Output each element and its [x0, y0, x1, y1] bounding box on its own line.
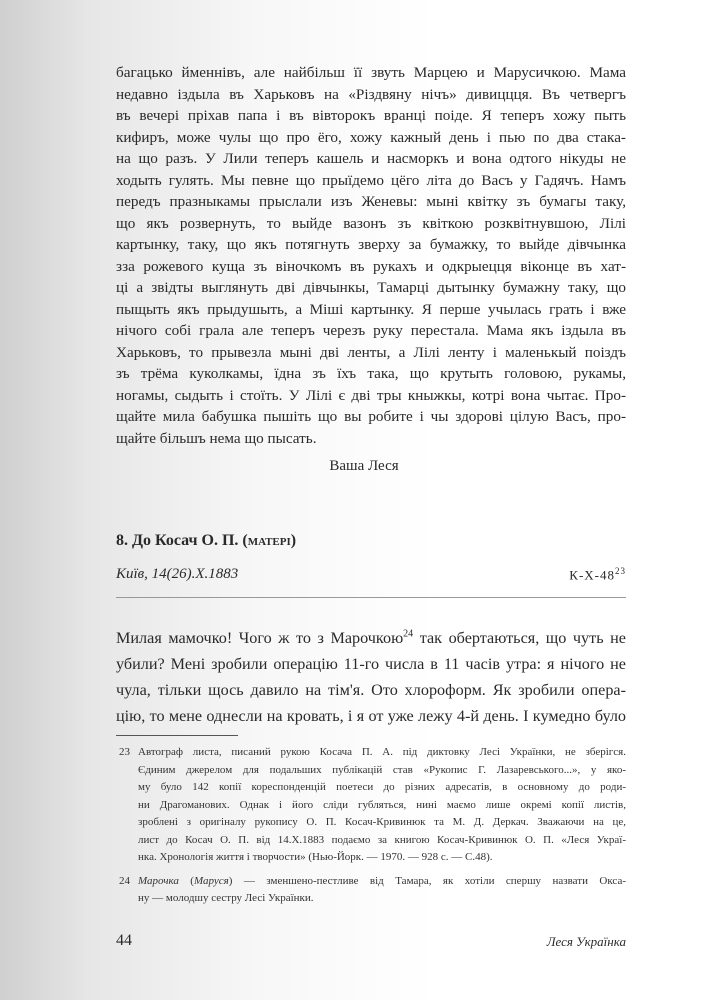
text-line: чула, тільки щось давило на тім'я. Ото хлороформ. Як зробили опера- [116, 681, 626, 699]
text-line: въ вечері пріхав папа і въ вівторокъ вранці поіде. Я теперъ хожу пыть [116, 107, 626, 124]
text-line: убили? Мені зробили операцію 11-го числа в 11 часів утра: я нічого не [116, 655, 626, 673]
text-line: багацько йменнівъ, але найбільш її звуть Марцею и Марусичкою. Мама [116, 64, 626, 81]
archive-code-text: К-Х-48 [569, 567, 615, 583]
heading-rule [116, 597, 626, 598]
footnote-line: нка. Хронологія життя і творчости» (Нью-Йорк. — 1970. — 928 с. — С.48). [138, 851, 493, 863]
footnote-term: Марочка [138, 874, 179, 887]
text-line: ногамы, сыдыть і стоїть. У Лілі є дві тры кныжкы, котрі вона чытає. Про- [116, 386, 626, 404]
text: Милая мамочко! Чого ж то з Марочкою [116, 629, 404, 647]
letter-8-line [116, 625, 626, 651]
footnote-number: 23 [119, 746, 130, 758]
text-line: щайте мила бабушка пышіть що вы робите і чы здорові цілую Васъ, про- [116, 408, 626, 425]
footnote-line: ну — молодшу сестру Лесі Українки. [138, 892, 314, 904]
footnote-number: 24 [119, 874, 130, 887]
text-line: ці а звідты выглянуть дві дівчынкы, Тамарці дытынку бумажну таку, що [116, 279, 626, 296]
footnote-rule [116, 735, 238, 736]
text-line: що якъ розвернуть, то выйде вазонъ зъ квіткою розквітнувшою, Лілі [116, 214, 626, 232]
text-line: на що разъ. У Лили теперъ кашель и насморкъ и вона одтого нікуды не [116, 150, 626, 167]
footnote-ref-23[interactable]: 23 [615, 566, 626, 576]
page-number: 44 [116, 932, 132, 949]
footnote-line: зроблені з оригіналу рукопису О. П. Косач-Кривинюк та М. Д. Деркач. Зважаючи на це, [138, 816, 626, 828]
text-line: пыщыть якъ прыдушыть, а Міші картынку. Я перше учылась грать і вже [116, 300, 626, 318]
signature: Ваша Леся [329, 458, 399, 474]
letter-date: Київ, 14(26).X.1883 [116, 566, 239, 582]
footnote-line: Марочка (Маруся) — зменшено-пестливе від Тамара, як хотіли спершу назвати Окса- [138, 874, 626, 887]
running-head: Леся Українка [546, 934, 626, 949]
text: так обертаються, що чуть не [413, 629, 626, 647]
text-line: зъ трёма куколкамы, їдна зъ їхъ така, що крутыть головою, рукамы, [116, 365, 626, 382]
footnote-line: Єдиним джерелом для подальших публікацій став «Рукопис Г. Лазаревського...», у яко- [138, 763, 626, 776]
text-line: зза рожевого куща зъ віночкомъ въ рукахъ и одкрыецця віконце въ хат- [116, 257, 626, 275]
text-line: ходыть гулять. Мы певне що прыїдемо цёго літа до Васъ у Гадячъ. Намъ [116, 171, 626, 189]
text-line: цію, то мене однесли на кровать, і я от уже лежу 4-й день. І кумедно було [116, 707, 626, 725]
text-line: картынку, таку, що якъ потягнуть зверху за бумажку, то выйде дівчынка [116, 236, 626, 253]
letter-title: 8. До Косач О. П. [116, 532, 239, 549]
text: — зменшено-пестливе від Тамара, як хотіли спершу назвати Окса- [232, 874, 626, 887]
text-line: кифиръ, може чулы що про ёго, хожу кажный день і пью по два стака- [116, 128, 626, 146]
footnote-term-alt: Маруся [193, 874, 229, 887]
footnote-line: му було 142 копії кореспонденцій поетеси до різних адресатів, в основному до роди- [138, 781, 626, 793]
text-line: Харьковъ, то прывезла мыні дві ленты, а Лілі ленту і маленькый поіздъ [116, 343, 626, 361]
footnote-line: Автограф листа, писаний рукою Косача П. А. під диктовку Лесі Українки, не зберігся. [138, 746, 626, 758]
footnote-ref-24[interactable]: 24 [403, 628, 414, 640]
archive-code [569, 566, 626, 583]
text-line: щайте більшъ нема що пысать. [116, 429, 317, 447]
letter-recipient: (матері) [242, 532, 297, 549]
footnote-line: лист до Косач О. П. від 14.X.1883 подаємо за книгою Косач-Кривинюк О. П. «Леся Украї- [138, 833, 626, 846]
footnote-line: ни Драгоманових. Однак і його сліди губляться, нині маємо лише окремі копії листів, [138, 798, 626, 811]
text-line: нічого собі грала але теперъ черезъ руку перестала. Мама якъ іздыла въ [116, 322, 626, 339]
text-line: недавно іздыла въ Харьковъ на «Різдвяну нічъ» дивиццця. Въ четвергъ [116, 85, 626, 103]
text-line: передъ празныкамы прыслали изъ Женевы: мыні квітку зъ бумагы таку, [116, 193, 626, 210]
letter-heading [116, 532, 296, 550]
